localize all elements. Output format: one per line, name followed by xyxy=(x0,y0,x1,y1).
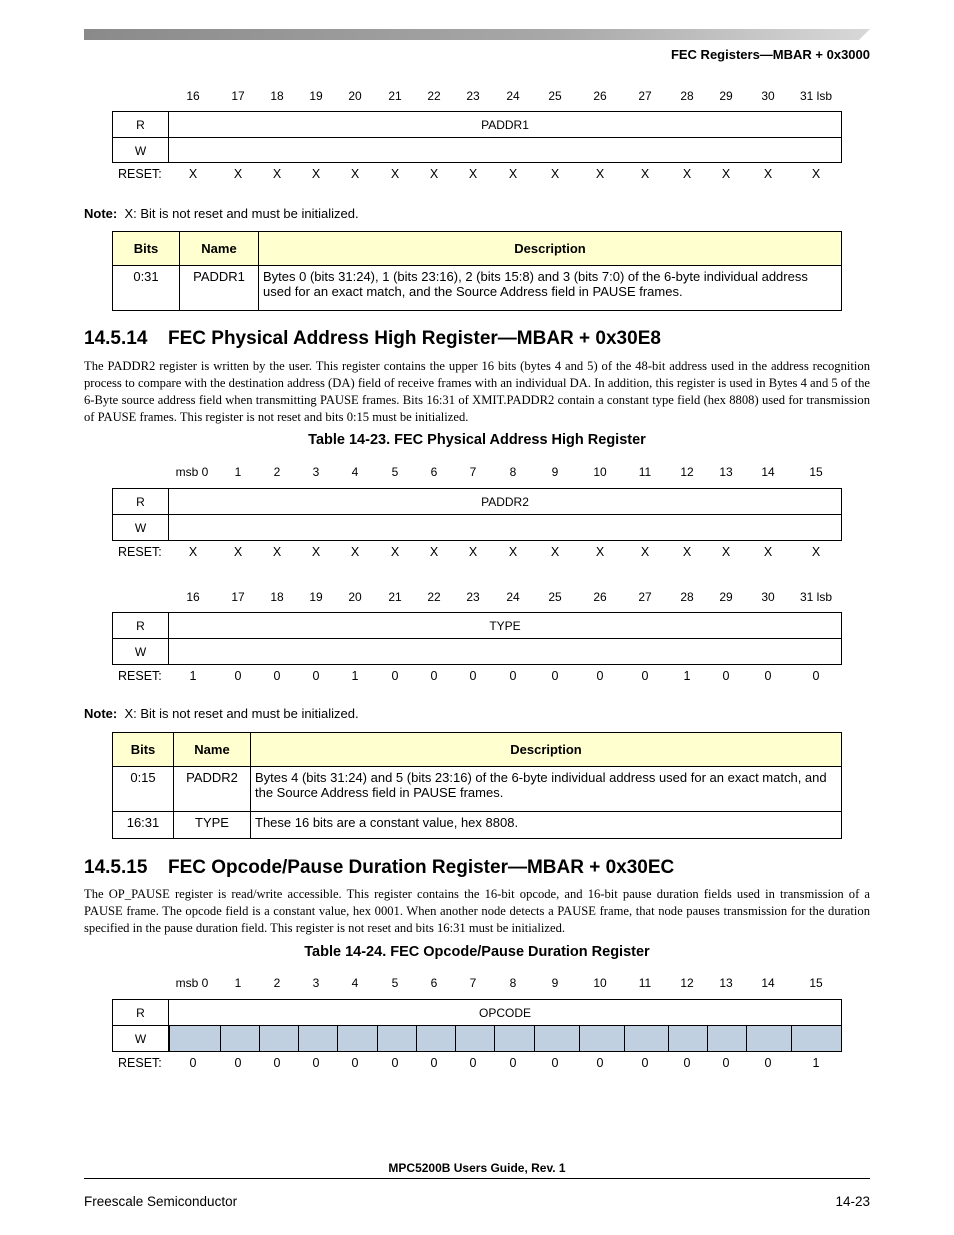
bit-number: 8 xyxy=(509,976,517,990)
write-disabled-cell xyxy=(791,1026,841,1051)
write-disabled-cell xyxy=(377,1026,416,1051)
reset-value: 0 xyxy=(273,1056,281,1070)
col-description: Description xyxy=(251,733,842,767)
bit-number: 28 xyxy=(680,89,694,103)
bit-number: 17 xyxy=(231,590,245,604)
reset-value: 0 xyxy=(722,1056,730,1070)
bit-number: 22 xyxy=(427,590,441,604)
section-number: 14.5.15 xyxy=(84,857,148,878)
reset-label: RESET: xyxy=(118,167,162,181)
reset-value: X xyxy=(763,545,773,559)
reset-value: 1 xyxy=(683,669,691,683)
reset-value: X xyxy=(640,167,650,181)
bit-number: 19 xyxy=(309,89,323,103)
bit-number: 16 xyxy=(186,89,200,103)
reset-value: X xyxy=(640,545,650,559)
write-label: W xyxy=(113,1026,169,1051)
page-header-title: FEC Registers—MBAR + 0x3000 xyxy=(670,47,870,62)
bit-number: 29 xyxy=(719,590,733,604)
field-paddr2: PADDR2 xyxy=(481,494,529,509)
bit-number: 25 xyxy=(548,89,562,103)
reset-value: 0 xyxy=(722,669,730,683)
note-label: Note: xyxy=(84,206,118,221)
cell-name: TYPE xyxy=(174,812,251,839)
bit-number: 5 xyxy=(391,976,399,990)
reset-value: 0 xyxy=(551,1056,559,1070)
bit-number: msb 0 xyxy=(175,976,209,990)
bit-number: 24 xyxy=(506,89,520,103)
paddr1-description-table xyxy=(112,231,842,311)
register-paddr2-lower xyxy=(112,612,842,665)
bit-number: 20 xyxy=(348,89,362,103)
read-label: R xyxy=(113,489,169,514)
write-disabled-cell xyxy=(494,1026,534,1051)
table-caption-14-24: Table 14-24. FEC Opcode/Pause Duration Register xyxy=(304,944,650,960)
footer-rule xyxy=(84,1178,870,1179)
reset-value: X xyxy=(811,167,821,181)
footer-page-number: 14-23 xyxy=(835,1194,870,1209)
reset-value: 0 xyxy=(812,669,820,683)
write-label: W xyxy=(113,138,169,163)
reset-value: X xyxy=(721,545,731,559)
write-label: W xyxy=(113,515,169,540)
col-bits: Bits xyxy=(113,733,174,767)
bit-number: 7 xyxy=(469,976,477,990)
reset-value: 0 xyxy=(641,1056,649,1070)
bit-number: 11 xyxy=(638,465,652,479)
write-disabled-cell xyxy=(707,1026,746,1051)
bit-numbers-paddr1 xyxy=(0,89,954,105)
register-paddr1 xyxy=(112,111,842,163)
bit-number: 29 xyxy=(719,89,733,103)
reset-label: RESET: xyxy=(118,669,162,683)
reset-value: X xyxy=(595,545,605,559)
reset-value: 0 xyxy=(391,669,399,683)
bit-number: 21 xyxy=(388,590,402,604)
bit-number: 6 xyxy=(430,465,438,479)
bit-number: 9 xyxy=(551,976,559,990)
col-description: Description xyxy=(259,232,842,266)
bit-number: 25 xyxy=(548,590,562,604)
reset-value: X xyxy=(595,167,605,181)
bit-number: 24 xyxy=(506,590,520,604)
reset-value: X xyxy=(272,167,282,181)
reset-value: 0 xyxy=(189,1056,197,1070)
table-row xyxy=(113,767,842,812)
reset-value: 0 xyxy=(430,669,438,683)
reset-value: 0 xyxy=(596,669,604,683)
reset-row-paddr1 xyxy=(0,167,954,183)
reset-value: 0 xyxy=(469,1056,477,1070)
reset-value: X xyxy=(468,545,478,559)
bit-number: 21 xyxy=(388,89,402,103)
note-paddr1 xyxy=(84,206,359,221)
bit-numbers-paddr2-lower xyxy=(0,590,954,606)
field-opcode: OPCODE xyxy=(478,1005,531,1020)
section-title: FEC Physical Address High Register—MBAR + 0x30E8 xyxy=(168,328,661,349)
reset-value: X xyxy=(390,545,400,559)
read-label: R xyxy=(113,1000,169,1025)
reset-value: X xyxy=(508,167,518,181)
section-title: FEC Opcode/Pause Duration Register—MBAR + 0x30EC xyxy=(168,857,675,878)
bit-number: 23 xyxy=(466,590,480,604)
reset-value: X xyxy=(721,167,731,181)
reset-value: X xyxy=(311,167,321,181)
section-heading-14-5-14 xyxy=(84,328,661,350)
bit-number: 12 xyxy=(680,976,694,990)
reset-value: 0 xyxy=(764,669,772,683)
write-disabled-cell xyxy=(416,1026,455,1051)
table-caption-14-23: Table 14-23. FEC Physical Address High Register xyxy=(308,432,646,448)
reset-value: X xyxy=(682,167,692,181)
section-heading-14-5-15 xyxy=(84,857,674,879)
register-oppause xyxy=(112,999,842,1052)
bit-number: 27 xyxy=(638,89,652,103)
reset-value: 1 xyxy=(189,669,197,683)
write-disabled-cell xyxy=(259,1026,298,1051)
bit-number: msb 0 xyxy=(175,465,209,479)
reset-value: X xyxy=(468,167,478,181)
reset-value: 0 xyxy=(509,669,517,683)
reset-value: 0 xyxy=(641,669,649,683)
reset-value: 0 xyxy=(391,1056,399,1070)
bit-number: 19 xyxy=(309,590,323,604)
bit-number: 22 xyxy=(427,89,441,103)
bit-number: 14 xyxy=(761,465,775,479)
bit-number: 1 xyxy=(234,976,242,990)
write-disabled-cell xyxy=(746,1026,791,1051)
bit-number: 31 lsb xyxy=(799,590,833,604)
col-name: Name xyxy=(180,232,259,266)
reset-value: 1 xyxy=(812,1056,820,1070)
reset-value: 0 xyxy=(234,669,242,683)
bit-number: 6 xyxy=(430,976,438,990)
reset-value: 0 xyxy=(683,1056,691,1070)
write-disabled-cell xyxy=(220,1026,259,1051)
reset-value: X xyxy=(390,167,400,181)
bit-number: 28 xyxy=(680,590,694,604)
bit-number: 7 xyxy=(469,465,477,479)
footer-doc-title: MPC5200B Users Guide, Rev. 1 xyxy=(388,1161,566,1175)
reset-value: 0 xyxy=(312,669,320,683)
write-disabled-cell xyxy=(169,1026,220,1051)
write-label: W xyxy=(113,639,169,664)
cell-name: PADDR1 xyxy=(180,266,259,311)
reset-row-paddr2-upper xyxy=(0,545,954,561)
reset-value: 0 xyxy=(764,1056,772,1070)
bit-number: 31 lsb xyxy=(799,89,833,103)
reset-value: 0 xyxy=(273,669,281,683)
write-disabled-cell xyxy=(579,1026,624,1051)
paragraph-op-pause: The OP_PAUSE register is read/write accessible. This register contains the 16-bit opcode, and 16-bit pause duration fields used in transmission of a PAUSE frame. The opcode field is a constant value, hex 0001. When another node detects a PAUSE frame, that node pauses transmission for the duration specified in the pause duration field. This register is not reset and bits 16:31 must be initialized. xyxy=(84,887,870,935)
reset-value: 0 xyxy=(509,1056,517,1070)
bit-number: 30 xyxy=(761,590,775,604)
reset-value: X xyxy=(429,167,439,181)
reset-row-paddr2-lower xyxy=(0,669,954,685)
paragraph-paddr2: The PADDR2 register is written by the user. This register contains the upper 16 bits (bytes 4 and 5) of the 48-bit address used in the address recognition process to compare with the destination address (DA) field of receive frames with an individual DA. In addition, this register is used in Bytes 4 and 5 of the 6-Byte source address field when transmitting PAUSE frames. Bits 16:31 of XMIT.PADDR2 contain a constant type field (hex 8808) used for transmission of PAUSE frames. This register is not reset and bits 0:15 must be initialized. xyxy=(84,359,870,424)
field-type: TYPE xyxy=(489,618,521,633)
reset-row-oppause xyxy=(0,1056,954,1072)
reset-value: X xyxy=(550,167,560,181)
reset-value: X xyxy=(233,545,243,559)
bit-number: 15 xyxy=(809,976,823,990)
write-disabled-cell xyxy=(624,1026,668,1051)
write-disabled-cell xyxy=(455,1026,494,1051)
bit-number: 8 xyxy=(509,465,517,479)
header-bar xyxy=(84,29,870,40)
read-label: R xyxy=(113,112,169,137)
footer-company: Freescale Semiconductor xyxy=(84,1194,238,1209)
reset-value: 0 xyxy=(551,669,559,683)
bit-number: 17 xyxy=(231,89,245,103)
bit-number: 11 xyxy=(638,976,652,990)
note-paddr2 xyxy=(84,706,359,721)
paddr2-description-table xyxy=(112,732,842,839)
reset-value: 0 xyxy=(351,1056,359,1070)
reset-value: X xyxy=(350,545,360,559)
bit-number: 13 xyxy=(719,976,733,990)
bit-number: 1 xyxy=(234,465,242,479)
cell-name: PADDR2 xyxy=(174,767,251,812)
bit-numbers-oppause xyxy=(0,976,954,992)
col-name: Name xyxy=(174,733,251,767)
reset-value: 0 xyxy=(596,1056,604,1070)
bit-number: 18 xyxy=(270,89,284,103)
cell-description: Bytes 4 (bits 31:24) and 5 (bits 23:16) of the 6-byte individual address used for an exact match, and the Source Address field in PAUSE frames. xyxy=(251,767,842,812)
note-text: X: Bit is not reset and must be initialized. xyxy=(124,706,359,721)
field-paddr1: PADDR1 xyxy=(481,117,529,132)
reset-value: X xyxy=(350,167,360,181)
bit-number: 4 xyxy=(351,465,359,479)
reset-value: X xyxy=(233,167,243,181)
bit-number: 30 xyxy=(761,89,775,103)
reset-label: RESET: xyxy=(118,1056,162,1070)
col-bits: Bits xyxy=(113,232,180,266)
bit-number: 2 xyxy=(273,465,281,479)
reset-value: X xyxy=(311,545,321,559)
register-paddr2-upper xyxy=(112,488,842,541)
cell-bits: 16:31 xyxy=(113,812,174,839)
section-number: 14.5.14 xyxy=(84,328,148,349)
cell-bits: 0:31 xyxy=(113,266,180,311)
bit-number: 10 xyxy=(593,465,607,479)
reset-value: X xyxy=(429,545,439,559)
cell-description: Bytes 0 (bits 31:24), 1 (bits 23:16), 2 (bits 15:8) and 3 (bits 7:0) of the 6-byte individual address used for an exact match, and the Source Address field in PAUSE frames. xyxy=(259,266,842,311)
write-disabled-cell xyxy=(298,1026,337,1051)
bit-number: 26 xyxy=(593,590,607,604)
reset-value: 0 xyxy=(430,1056,438,1070)
table-row xyxy=(113,812,842,839)
reset-label: RESET: xyxy=(118,545,162,559)
bit-number: 14 xyxy=(761,976,775,990)
bit-number: 12 xyxy=(680,465,694,479)
bit-number: 20 xyxy=(348,590,362,604)
bit-number: 13 xyxy=(719,465,733,479)
cell-description: These 16 bits are a constant value, hex 8808. xyxy=(251,812,842,839)
write-disabled-cell xyxy=(337,1026,377,1051)
reset-value: 1 xyxy=(351,669,359,683)
reset-value: X xyxy=(508,545,518,559)
bit-number: 9 xyxy=(551,465,559,479)
note-label: Note: xyxy=(84,706,118,721)
reset-value: 0 xyxy=(469,669,477,683)
bit-number: 23 xyxy=(466,89,480,103)
reset-value: X xyxy=(188,545,198,559)
reset-value: X xyxy=(682,545,692,559)
reset-value: 0 xyxy=(234,1056,242,1070)
cell-bits: 0:15 xyxy=(113,767,174,812)
bit-number: 15 xyxy=(809,465,823,479)
bit-number: 5 xyxy=(391,465,399,479)
write-disabled-cell xyxy=(534,1026,579,1051)
reset-value: X xyxy=(811,545,821,559)
bit-number: 18 xyxy=(270,590,284,604)
reset-value: X xyxy=(272,545,282,559)
bit-number: 3 xyxy=(312,465,320,479)
bit-number: 27 xyxy=(638,590,652,604)
write-disabled-cell xyxy=(668,1026,707,1051)
bit-number: 16 xyxy=(186,590,200,604)
table-row xyxy=(113,266,842,311)
reset-value: X xyxy=(188,167,198,181)
bit-number: 3 xyxy=(312,976,320,990)
note-text: X: Bit is not reset and must be initialized. xyxy=(124,206,359,221)
reset-value: X xyxy=(763,167,773,181)
bit-number: 26 xyxy=(593,89,607,103)
bit-number: 4 xyxy=(351,976,359,990)
reset-value: X xyxy=(550,545,560,559)
bit-number: 10 xyxy=(593,976,607,990)
read-label: R xyxy=(113,613,169,638)
reset-value: 0 xyxy=(312,1056,320,1070)
bit-number: 2 xyxy=(273,976,281,990)
bit-numbers-paddr2-upper xyxy=(0,465,954,481)
